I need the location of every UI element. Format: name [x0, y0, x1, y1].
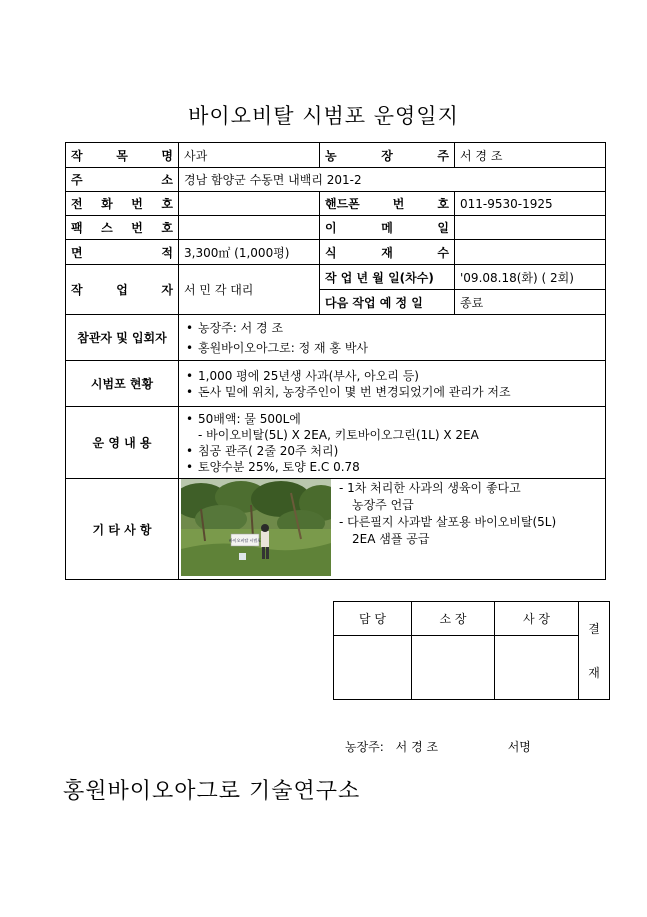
- phone-label: 전 화 번 호: [66, 192, 179, 216]
- misc-line: 농장주 언급: [352, 498, 414, 512]
- area-value: 3,300㎡ (1,000평): [179, 240, 320, 265]
- fax-value: [179, 216, 320, 240]
- approval-box: [333, 601, 610, 700]
- crop-label: 작 목 명: [66, 143, 179, 168]
- phone-value: [179, 192, 320, 216]
- farmer-label: 농 장 주: [320, 143, 455, 168]
- worker-label: 작 업 자: [66, 265, 179, 315]
- list-item: • 홍원바이오아그로: 정 재 홍 박사: [198, 338, 600, 358]
- row-address: [66, 168, 606, 192]
- address-label: 주 소: [66, 168, 179, 192]
- list-item: • 침공 관주( 2줄 20주 처리): [198, 443, 600, 459]
- next-date-value: 종료: [455, 290, 606, 315]
- list-item: • 농장주: 서 경 조: [198, 318, 600, 338]
- row-status: [66, 361, 606, 407]
- misc-line: - 1차 처리한 사과의 생육이 좋다고: [339, 481, 521, 495]
- row-area: [66, 240, 606, 265]
- row-operation: [66, 407, 606, 479]
- approval-signature-cell[interactable]: [412, 636, 495, 700]
- orchard-photo: [181, 479, 331, 576]
- mobile-value: 011-9530-1925: [455, 192, 606, 216]
- operation-sub-item: - 바이오비탈(5L) X 2EA, 키토바이오그린(1L) X 2EA: [198, 427, 479, 442]
- operation-value: [179, 407, 606, 479]
- approval-side-label: 결 재: [579, 602, 610, 700]
- attendees-label: 참관자 및 입회자: [66, 315, 179, 361]
- list-item: • 토양수분 25%, 토양 E.C 0.78: [198, 459, 600, 475]
- approval-header: 사 장: [495, 602, 579, 636]
- approval-signature-cell[interactable]: [334, 636, 412, 700]
- plants-value: [455, 240, 606, 265]
- work-date-value: '09.08.18(화) ( 2회): [455, 265, 606, 290]
- operation-log-table: [65, 142, 606, 580]
- misc-value: [179, 479, 606, 580]
- plants-label: 식 재 수: [320, 240, 455, 265]
- status-label: 시범포 현황: [66, 361, 179, 407]
- approval-signature-cell[interactable]: [495, 636, 579, 700]
- status-value: [179, 361, 606, 407]
- sign-board-text: 바이오비탈 시범포: [228, 538, 262, 543]
- farmer-value: 서 경 조: [455, 143, 606, 168]
- attendees-value: [179, 315, 606, 361]
- approval-header: 담 당: [334, 602, 412, 636]
- fax-label: 팩 스 번 호: [66, 216, 179, 240]
- email-label: 이 메 일: [320, 216, 455, 240]
- farmer-signature-line: 농장주: 서 경 조 서명: [345, 740, 531, 754]
- row-attendees: [66, 315, 606, 361]
- row-worker: [66, 265, 606, 290]
- email-value: [455, 216, 606, 240]
- row-phone: [66, 192, 606, 216]
- address-value: 경남 함양군 수동면 내백리 201-2: [179, 168, 606, 192]
- worker-value: 서 민 각 대리: [179, 265, 320, 315]
- row-fax: [66, 216, 606, 240]
- crop-value: 사과: [179, 143, 320, 168]
- row-crop: [66, 143, 606, 168]
- misc-notes: [339, 479, 556, 548]
- organization-name: 홍원바이오아그로 기술연구소: [63, 779, 361, 804]
- row-misc: [66, 479, 606, 580]
- operation-label: 운 영 내 용: [66, 407, 179, 479]
- mobile-label: 핸드폰 번 호: [320, 192, 455, 216]
- list-item: • 1,000 평에 25년생 사과(부사, 아오리 등): [198, 368, 600, 384]
- misc-label: 기 타 사 항: [66, 479, 179, 580]
- next-date-label: 다음 작업 예 정 일: [320, 290, 455, 315]
- list-item: • 돈사 밑에 위치, 농장주인이 몇 번 변경되었기에 관리가 저조: [198, 384, 600, 400]
- area-label: 면 적: [66, 240, 179, 265]
- work-date-label: 작 업 년 월 일(차수): [320, 265, 455, 290]
- misc-line: 2EA 샘플 공급: [352, 532, 430, 546]
- approval-header: 소 장: [412, 602, 495, 636]
- document-title: 바이오비탈 시범포 운영일지: [188, 104, 459, 128]
- misc-line: - 다른필지 사과밭 살포용 바이오비탈(5L): [339, 515, 557, 529]
- list-item: • 50배액: 물 500L에: [198, 411, 600, 427]
